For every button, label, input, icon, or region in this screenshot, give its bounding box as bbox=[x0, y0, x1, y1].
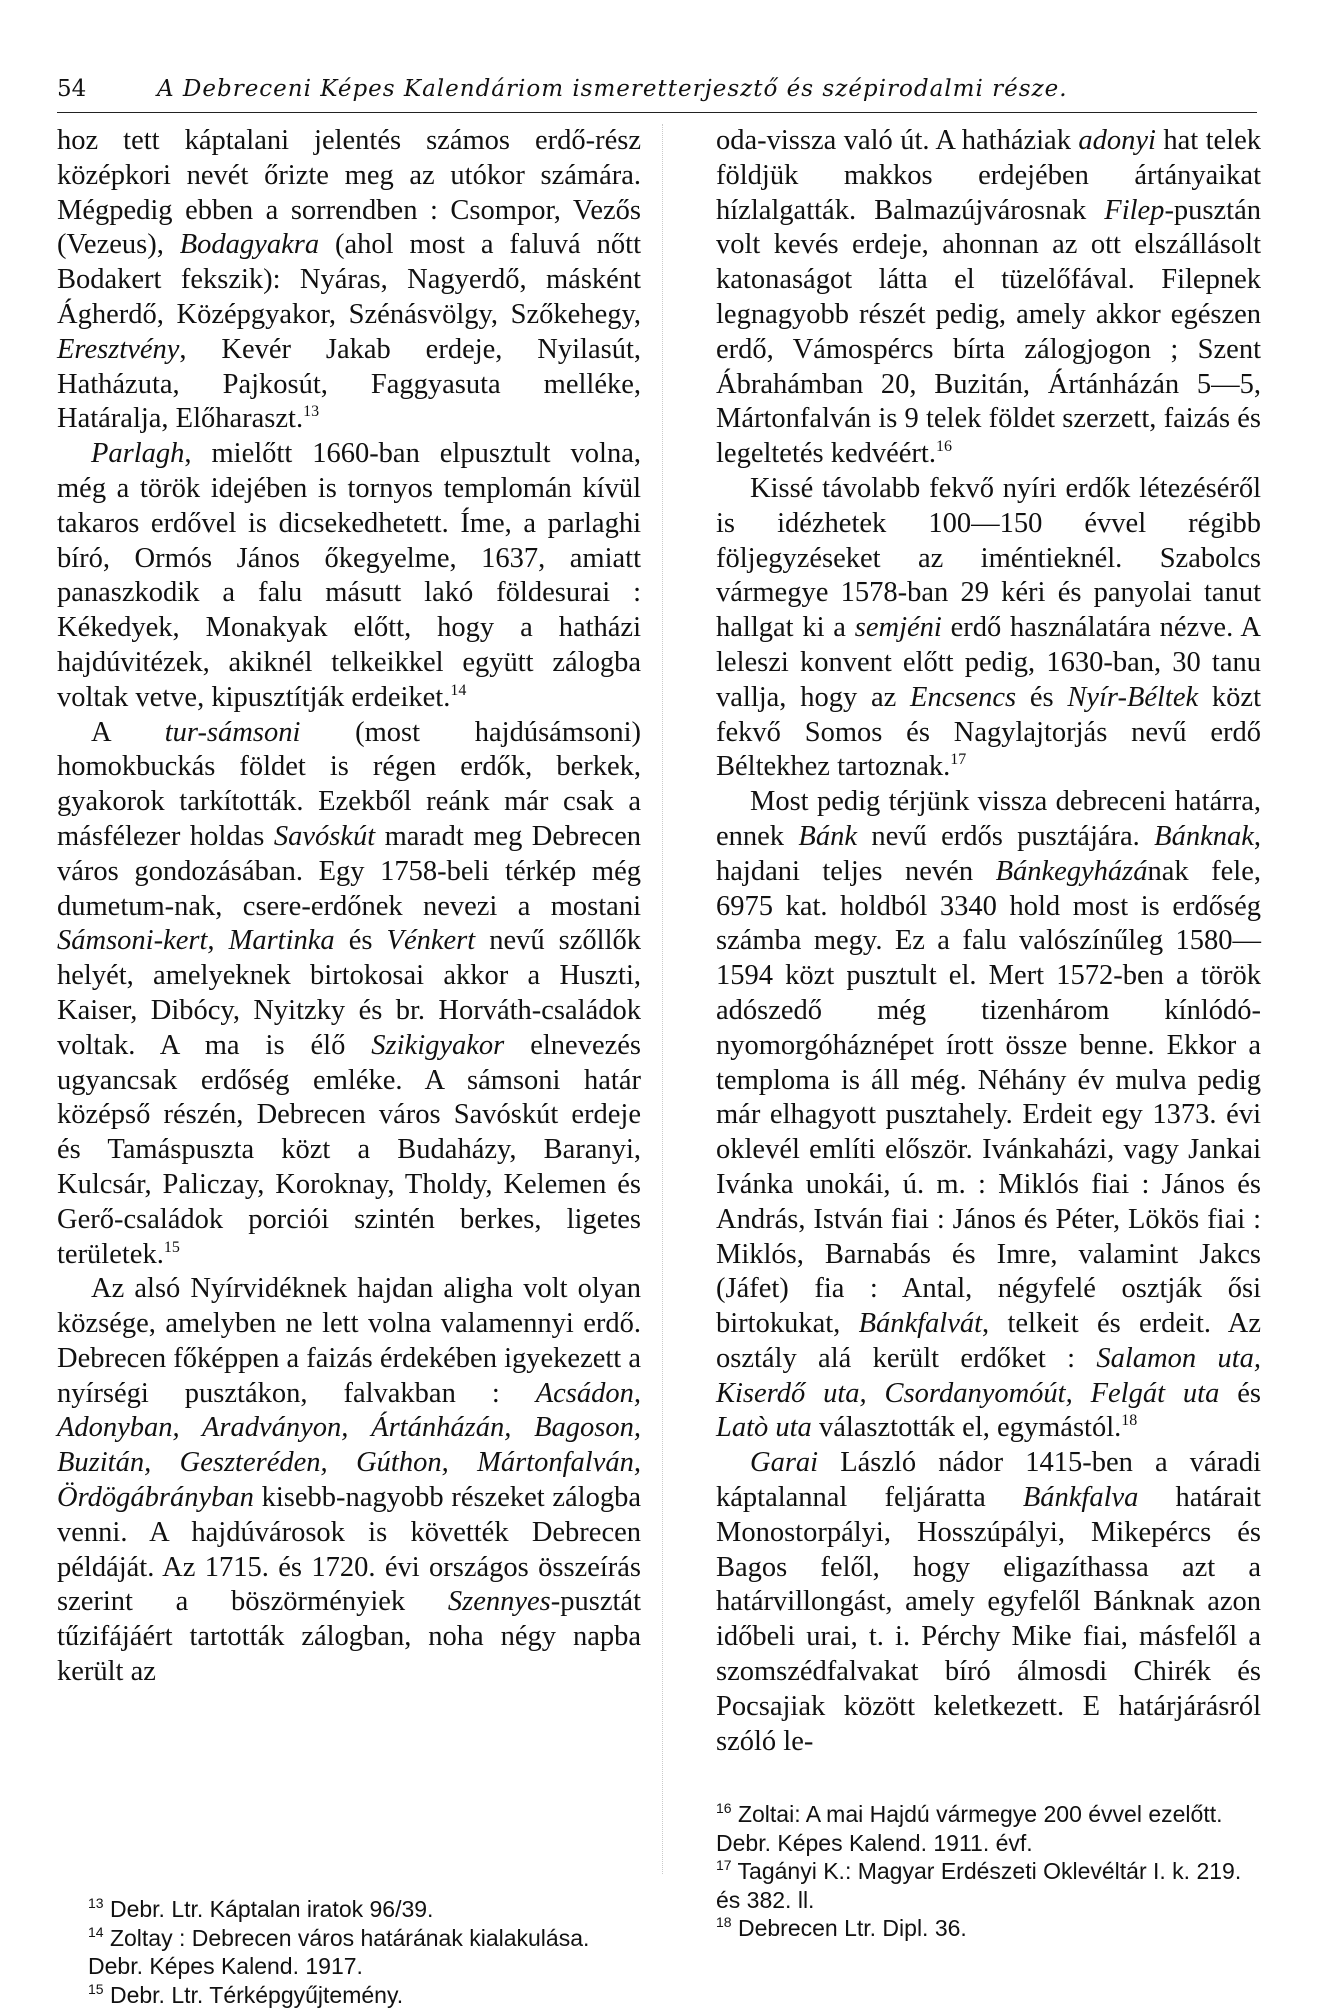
footnote-ref: 13 bbox=[303, 403, 319, 420]
page-number: 54 bbox=[57, 76, 86, 102]
footnote: $^{16}$ Zoltai: A mai Hajdú vármegye 200 évvel ezelőtt. Debr. Képes Kalend. 1911. évf. bbox=[716, 1800, 1261, 1857]
paragraph: hoz tett káptalani jelentés számos erdő-rész középkori nevét őrizte meg az utókor számára. Mégpedig ebben a sorrendben : Csompor, Vezős (Vezeus), Bodagyakra (ahol most a faluvá nőtt Bodakert fekszik): Nyáras, Nagyerdő, másként Ágherdő, Középgyakor, Szénásvölgy, Szőkehegy, Eresztvény, Kevér Jakab erdeje, Nyilasút, Hatházuta, Pajkosút, Faggyasuta melléke, Határalja, Előharaszt.$^{13}$ bbox=[57, 124, 641, 437]
paragraph: oda-vissza való út. A hatháziak adonyi hat telek földjük makkos erdejében ártányaikat hízlalgatták. Balmazújvárosnak Filep-pusztán volt kevés erdeje, ahonnan az ott elszállásolt katonaságot látta el tüzelőfával. Filepnek legnagyobb részét pedig, amely akkor egészen erdő, Vámospércs bírta zálogjogon ; Szent Ábrahámban 20, Buzitán, Ártánházán 5—5, Mártonfalván is 9 telek földet szerzett, faizás és legeltetés kedvéért.$^{16}$ bbox=[716, 124, 1261, 472]
paragraph: A tur-sámsoni (most hajdúsámsoni) homokbuckás földet is régen erdők, berkek, gyakorok tarkították. Ezekből reánk már csak a másfélezer holdas Savóskút maradt meg Debrecen város gondozásában. Egy 1758-beli térkép még dumetum-nak, csere-erdőnek nevezi a mostani Sámsoni-kert, Martinka és Vénkert nevű szőllők helyét, amelyeknek birtokosai akkor a Huszti, Kaiser, Dibócy, Nyitzky és br. Horváth-családok voltak. A ma is élő Szikigyakor elnevezés ugyancsak erdőség emléke. A sámsoni határ középső részén, Debrecen város Savóskút erdeje és Tamáspuszta közt a Budaházy, Baranyi, Kulcsár, Paliczay, Koroknay, Tholdy, Kelemen és Gerő-családok porciói szintén berkes, ligetes területek.$^{15}$ bbox=[57, 716, 641, 1273]
paragraph: Garai László nádor 1415-ben a váradi káptalannal feljáratta Bánkfalva határait Monostorpályi, Hosszúpályi, Mikepércs és Bagos felől, hogy eligazíthassa azt a határvillongást, amely egyfelől Bánknak azon időbeli urai, t. i. Pérchy Mike fiai, másfelől a szomszédfalvakat bíró álmosdi Chirék és Pocsajiak között keletkezett. E határjárásról szóló le- bbox=[716, 1446, 1261, 1759]
left-column bbox=[57, 124, 641, 1690]
footnotes-right bbox=[716, 1800, 1261, 1943]
running-header bbox=[57, 76, 1257, 113]
running-title: A Debreceni Képes Kalendáriom ismeretterjesztő és szépirodalmi része. bbox=[157, 76, 1068, 102]
footnotes-left bbox=[88, 1895, 628, 2009]
footnote-ref: 17 bbox=[950, 751, 966, 768]
footnote: $^{18}$ Debrecen Ltr. Dipl. 36. bbox=[716, 1914, 1261, 1943]
paragraph: Most pedig térjünk vissza debreceni határra, ennek Bánk nevű erdős pusztájára. Bánknak, hajdani teljes nevén Bánkegyházának fele, 6975 kat. holdból 3340 hold most is erdőség számba megy. Ez a falu valószínűleg 1580—1594 közt pusztult el. Mert 1572-ben a török adószedő még tizenhárom kínlódó-nyomorgóháznépet írott össze benne. Ekkor a temploma is áll még. Néhány év mulva pedig már elhagyott pusztahely. Erdeit egy 1373. évi oklevél említi először. Ivánkaházi, vagy Jankai Ivánka unokái, ú. m. : Miklós fiai : János és András, István fiai : János és Péter, Lökös fiai : Miklós, Barnabás és Imre, valamint Jakcs (Jáfet) fia : Antal, négyfelé osztják ősi birtokukat, Bánkfalvát, telkeit és erdeit. Az osztály alá került erdőket : Salamon uta, Kiserdő uta, Csordanyomóút, Felgát uta és Latò uta választották el, egymástól.$^{18}$ bbox=[716, 785, 1261, 1446]
footnote: $^{15}$ Debr. Ltr. Térképgyűjtemény. bbox=[88, 1981, 628, 2009]
footnote-ref: 18 bbox=[1121, 1412, 1137, 1429]
footnote: $^{17}$ Tagányi K.: Magyar Erdészeti Oklevéltár I. k. 219. és 382. ll. bbox=[716, 1857, 1261, 1914]
footnote-ref: 16 bbox=[936, 438, 952, 455]
footnote: $^{14}$ Zoltay : Debrecen város határának kialakulása. Debr. Képes Kalend. 1917. bbox=[88, 1924, 628, 1981]
paragraph: Kissé távolabb fekvő nyíri erdők létezéséről is idézhetek 100—150 évvel régibb följegyzéseket az iméntieknél. Szabolcs vármegye 1578-ban 29 kéri és panyolai tanut hallgat ki a semjéni erdő használatára nézve. A leleszi konvent előtt pedig, 1630-ban, 30 tanu vallja, hogy az Encsencs és Nyír-Béltek közt fekvő Somos és Nagylajtorjás nevű erdő Béltekhez tartoznak.$^{17}$ bbox=[716, 472, 1261, 785]
right-column bbox=[716, 124, 1261, 1759]
paragraph: Parlagh, mielőtt 1660-ban elpusztult volna, még a török idejében is tornyos templomán kívül takaros erdővel is dicsekedhetett. Íme, a parlaghi bíró, Ormós János őkegyelme, 1637, amiatt panaszkodik a falu másutt lakó földesurai : Kékedyek, Monakyak előtt, hogy a hatházi hajdúvitézek, akiknél telkeikkel együtt zálogba voltak vetve, kipusztítják erdeiket.$^{14}$ bbox=[57, 437, 641, 715]
paragraph: Az alsó Nyírvidéknek hajdan aligha volt olyan községe, amelyben ne lett volna valamennyi erdő. Debrecen főképpen a faizás érdekében igyekezett a nyírségi pusztákon, falvakban : Acsádon, Adonyban, Aradványon, Ártánházán, Bagoson, Buzitán, Geszteréden, Gúthon, Mártonfalván, Ördögábrányban kisebb-nagyobb részeket zálogba venni. A hajdúvárosok is követték Debrecen példáját. Az 1715. és 1720. évi országos összeírás szerint a böszörményiek Szennyes-pusztát tűzifájáért tartották zálogban, noha négy napba került az bbox=[57, 1272, 641, 1690]
column-divider bbox=[662, 124, 663, 1874]
footnote-ref: 14 bbox=[450, 682, 466, 699]
footnote: $^{13}$ Debr. Ltr. Káptalan iratok 96/39. bbox=[88, 1895, 628, 1924]
footnote-ref: 15 bbox=[164, 1239, 180, 1256]
